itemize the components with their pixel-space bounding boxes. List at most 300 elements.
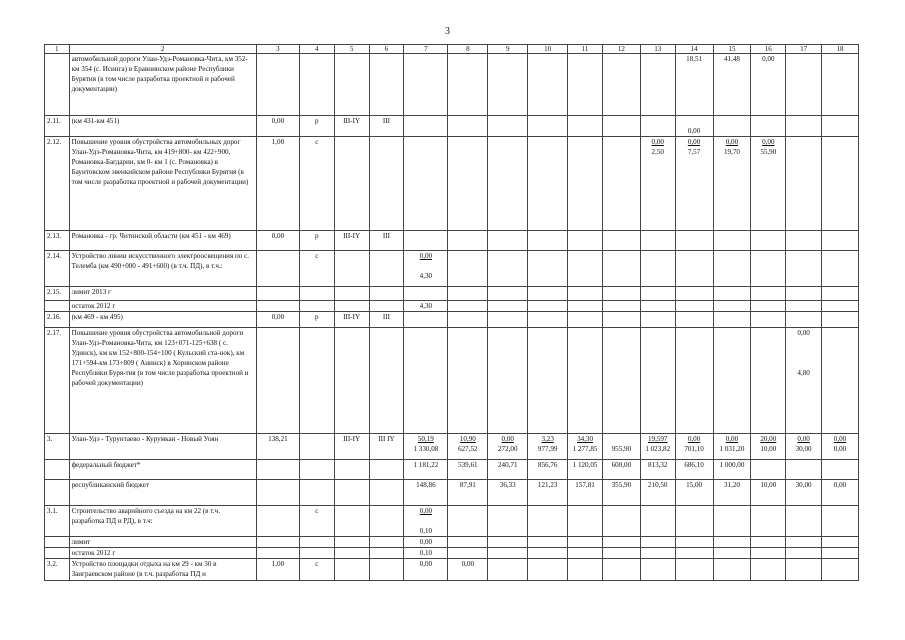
header-cell: 8 <box>448 45 488 54</box>
table-cell <box>602 301 640 312</box>
table-cell <box>786 537 822 548</box>
table-cell <box>299 548 334 559</box>
table-cell <box>528 434 568 460</box>
table-cell <box>786 137 822 231</box>
table-cell: Устройство площадки отдыха на км 29 - км 30 в Заиграевском районе (в т.ч. разработка ПД и <box>69 559 256 581</box>
table-cell <box>488 559 528 581</box>
table-cell <box>822 506 859 537</box>
table-cell <box>822 231 859 251</box>
table-cell <box>568 537 603 548</box>
table-cell <box>675 460 713 480</box>
table-cell <box>299 301 334 312</box>
table-cell <box>528 137 568 231</box>
cell-value: 0,00 <box>797 435 810 443</box>
table-cell <box>568 137 603 231</box>
header-cell: 18 <box>822 45 859 54</box>
table-cell <box>751 537 786 548</box>
table-cell <box>751 559 786 581</box>
table-cell <box>448 251 488 287</box>
table-row <box>45 301 859 312</box>
table-cell <box>334 328 369 434</box>
table-cell: Улан-Удэ - Турунтаево - Курумкан - Новый Уоян <box>69 434 256 460</box>
table-cell <box>568 434 603 460</box>
table-cell: III <box>369 312 404 328</box>
cell-value <box>678 116 711 126</box>
table-cell <box>675 287 713 301</box>
table-cell <box>488 137 528 231</box>
table-cell <box>334 460 369 480</box>
table-cell <box>299 54 334 116</box>
table-cell: 2.13. <box>45 231 70 251</box>
table-cell <box>751 506 786 537</box>
cell-value: 41,48 <box>723 55 740 63</box>
table-cell <box>488 548 528 559</box>
table-cell: 0,00 <box>256 312 299 328</box>
table-cell <box>751 434 786 460</box>
table-cell <box>640 537 675 548</box>
table-cell <box>602 54 640 116</box>
table-cell <box>528 312 568 328</box>
investment-program-table <box>44 44 859 581</box>
table-cell <box>568 231 603 251</box>
table-cell <box>404 480 448 506</box>
cell-value: 0,00 <box>461 560 475 568</box>
table-cell <box>299 460 334 480</box>
table-row <box>45 460 859 480</box>
table-cell <box>568 287 603 301</box>
table-cell <box>448 506 488 537</box>
table-cell <box>404 231 448 251</box>
table-cell: лимит <box>69 537 256 548</box>
table-cell <box>786 231 822 251</box>
cell-value: 0,00 <box>797 329 810 337</box>
table-cell <box>640 287 675 301</box>
table-cell <box>528 328 568 434</box>
table-cell <box>786 301 822 312</box>
table-cell <box>45 54 70 116</box>
cell-value: 15,00 <box>686 481 703 489</box>
cell-value: 1 277,85 <box>572 445 598 453</box>
table-cell <box>488 251 528 287</box>
table-cell: III <box>369 116 404 137</box>
table-cell <box>404 506 448 537</box>
table-cell <box>675 480 713 506</box>
table-cell <box>404 460 448 480</box>
table-cell <box>822 460 859 480</box>
cell-value: 977,99 <box>537 445 558 453</box>
table-cell <box>448 537 488 548</box>
header-cell: 10 <box>528 45 568 54</box>
table-cell <box>786 506 822 537</box>
header-cell: 11 <box>568 45 603 54</box>
table-cell: лимит 2013 г <box>69 287 256 301</box>
table-row <box>45 137 859 231</box>
table-cell: 2.14. <box>45 251 70 287</box>
table-cell <box>640 301 675 312</box>
header-cell: 14 <box>675 45 713 54</box>
table-cell: автомобильной дороги Улан-Удэ-Романовка-Чита, км 352-км 354 (с. Исинга) в Еравнинском районе Республики Бурятия (в том числе разработка проектной и рабочей документации) <box>69 54 256 116</box>
cell-value: 0,00 <box>762 55 775 63</box>
table-cell <box>369 54 404 116</box>
table-cell <box>404 434 448 460</box>
cell-value: 0,00 <box>501 435 514 443</box>
table-cell <box>568 301 603 312</box>
cell-value: 1 023,82 <box>645 445 671 453</box>
table-cell: (км 469 - км 495) <box>69 312 256 328</box>
table-cell <box>751 116 786 137</box>
table-cell <box>713 301 751 312</box>
table-cell <box>334 480 369 506</box>
table-cell: 3. <box>45 434 70 460</box>
table-cell <box>822 559 859 581</box>
cell-value: 4,30 <box>419 272 433 280</box>
table-row <box>45 328 859 434</box>
table-cell <box>45 548 70 559</box>
table-cell <box>334 251 369 287</box>
cell-value: 813,32 <box>647 461 668 469</box>
table-cell <box>334 287 369 301</box>
header-cell: 1 <box>45 45 70 54</box>
cell-value: 0,00 <box>419 538 433 546</box>
cell-value <box>605 434 638 444</box>
table-cell <box>713 460 751 480</box>
table-cell <box>602 137 640 231</box>
table-cell: III-IY <box>334 116 369 137</box>
cell-value: 4,30 <box>419 302 433 310</box>
cell-value: 210,50 <box>647 481 668 489</box>
table-cell <box>334 301 369 312</box>
table-cell <box>640 460 675 480</box>
cell-value: 34,30 <box>577 435 594 443</box>
table-cell <box>448 480 488 506</box>
table-cell: III-IY <box>334 312 369 328</box>
cell-value: 19,70 <box>723 148 740 156</box>
header-cell: 15 <box>713 45 751 54</box>
table-cell: республиканский бюджет <box>69 480 256 506</box>
cell-value: 50,19 <box>417 435 434 443</box>
cell-value: 10,90 <box>459 435 476 443</box>
table-cell: с <box>299 137 334 231</box>
table-cell <box>786 312 822 328</box>
table-cell <box>256 480 299 506</box>
header-cell: 2 <box>69 45 256 54</box>
table-cell <box>786 548 822 559</box>
table-cell <box>404 312 448 328</box>
table-cell <box>640 480 675 506</box>
table-cell <box>713 287 751 301</box>
table-cell <box>404 137 448 231</box>
header-cell: 6 <box>369 45 404 54</box>
cell-value: 30,00 <box>795 445 812 453</box>
table-cell <box>751 231 786 251</box>
header-cell: 4 <box>299 45 334 54</box>
table-cell <box>640 312 675 328</box>
table-row <box>45 231 859 251</box>
table-cell <box>488 287 528 301</box>
table-cell <box>404 301 448 312</box>
table-cell <box>786 54 822 116</box>
table-cell <box>299 537 334 548</box>
table-cell <box>568 506 603 537</box>
table-cell <box>822 251 859 287</box>
cell-value: 1 181,22 <box>413 461 439 469</box>
table-cell <box>528 548 568 559</box>
table-cell <box>299 328 334 434</box>
table-cell <box>568 54 603 116</box>
table-cell <box>488 312 528 328</box>
table-cell <box>786 287 822 301</box>
table-row <box>45 537 859 548</box>
table-cell <box>488 231 528 251</box>
table-cell <box>602 537 640 548</box>
table-cell: III <box>369 231 404 251</box>
table-cell <box>602 434 640 460</box>
table-cell: 0,00 <box>256 116 299 137</box>
table-cell <box>751 328 786 434</box>
table-cell <box>448 548 488 559</box>
table-cell <box>488 54 528 116</box>
table-cell <box>713 328 751 434</box>
cell-value <box>788 358 819 368</box>
cell-value: 36,33 <box>499 481 516 489</box>
table-cell <box>713 231 751 251</box>
table-cell <box>822 301 859 312</box>
table-cell <box>713 434 751 460</box>
table-cell <box>299 434 334 460</box>
table-cell <box>334 137 369 231</box>
table-cell <box>528 460 568 480</box>
cell-value: 0,00 <box>833 445 847 453</box>
table-cell <box>404 328 448 434</box>
table-cell <box>528 54 568 116</box>
table-cell <box>675 434 713 460</box>
cell-value: 686,10 <box>684 461 704 469</box>
table-cell <box>404 251 448 287</box>
table-cell <box>45 537 70 548</box>
table-cell <box>751 251 786 287</box>
table-cell <box>640 137 675 231</box>
cell-value: 18,51 <box>686 55 703 63</box>
table-cell <box>528 559 568 581</box>
table-cell <box>256 506 299 537</box>
table-cell <box>713 537 751 548</box>
table-cell <box>568 312 603 328</box>
table-cell: Романовка - гр. Читинской области (км 451 - км 469) <box>69 231 256 251</box>
table-cell <box>488 460 528 480</box>
table-cell <box>713 506 751 537</box>
table-cell <box>45 460 70 480</box>
table-cell: р <box>299 312 334 328</box>
table-row <box>45 116 859 137</box>
table-cell <box>448 231 488 251</box>
table-cell <box>786 559 822 581</box>
table-cell: р <box>299 116 334 137</box>
table-cell: 3.1. <box>45 506 70 537</box>
table-cell <box>751 312 786 328</box>
table-cell <box>751 460 786 480</box>
header-cell: 13 <box>640 45 675 54</box>
header-cell: 16 <box>751 45 786 54</box>
table-cell <box>256 251 299 287</box>
table-cell <box>369 287 404 301</box>
table-cell <box>822 328 859 434</box>
table-cell: остаток 2012 г <box>69 301 256 312</box>
table-cell <box>786 328 822 434</box>
table-cell <box>640 251 675 287</box>
table-cell <box>256 287 299 301</box>
table-cell <box>640 54 675 116</box>
table-cell <box>602 116 640 137</box>
cell-value: 4,80 <box>797 369 810 377</box>
table-cell: III IY <box>369 434 404 460</box>
table-cell <box>822 54 859 116</box>
table-cell <box>369 537 404 548</box>
table-cell: 1,00 <box>256 137 299 231</box>
table-cell: Устройство линии искусственного электроосвещения по с. Телемба (км 490+000 - 491+600) (в т.ч. ПД), в т.ч.: <box>69 251 256 287</box>
table-cell: 3.2. <box>45 559 70 581</box>
table-cell <box>528 116 568 137</box>
table-cell <box>448 434 488 460</box>
table-cell <box>786 460 822 480</box>
table-cell <box>822 537 859 548</box>
table-cell <box>822 434 859 460</box>
cell-value: 856,76 <box>537 461 558 469</box>
cell-value: 539,61 <box>458 461 478 469</box>
table-cell <box>568 116 603 137</box>
table-row <box>45 480 859 506</box>
table-cell <box>602 460 640 480</box>
table-cell <box>568 480 603 506</box>
table-cell <box>822 548 859 559</box>
header-row <box>45 45 859 54</box>
table-cell <box>602 287 640 301</box>
cell-value: 0,10 <box>419 549 433 557</box>
cell-value: 3,23 <box>541 435 554 443</box>
table-cell <box>369 328 404 434</box>
cell-value: 1 120,05 <box>572 461 598 469</box>
table-cell <box>675 231 713 251</box>
table-cell <box>602 328 640 434</box>
table-cell: Строительство аварийного съезда на км 22 (в т.ч. разработка ПД и РД), в т.ч: <box>69 506 256 537</box>
table-cell <box>448 301 488 312</box>
table-cell <box>404 116 448 137</box>
table-cell <box>299 480 334 506</box>
cell-value: 955,90 <box>611 445 632 453</box>
table-cell <box>334 559 369 581</box>
table-cell <box>675 301 713 312</box>
table-cell: 2.15. <box>45 287 70 301</box>
cell-value: 627,52 <box>458 445 478 453</box>
table-cell <box>751 301 786 312</box>
cell-value: 10,00 <box>760 445 777 453</box>
table-cell <box>751 287 786 301</box>
cell-value: 121,23 <box>537 481 558 489</box>
cell-value: 0,00 <box>725 435 739 443</box>
table-row <box>45 548 859 559</box>
table-cell <box>675 506 713 537</box>
table-cell <box>369 559 404 581</box>
table-cell <box>822 137 859 231</box>
table-row <box>45 287 859 301</box>
table-cell <box>640 548 675 559</box>
table-cell <box>45 301 70 312</box>
table-cell <box>369 506 404 537</box>
table-row <box>45 434 859 460</box>
table-row <box>45 251 859 287</box>
cell-value: 355,90 <box>611 481 632 489</box>
cell-value: 0,00 <box>725 138 739 146</box>
table-cell <box>675 328 713 434</box>
cell-value: 701,10 <box>684 445 704 453</box>
cell-value: 600,00 <box>611 461 632 469</box>
cell-value: 30,00 <box>795 481 812 489</box>
table-cell: остаток 2012 г <box>69 548 256 559</box>
table-cell <box>334 537 369 548</box>
table-cell <box>334 54 369 116</box>
table-cell <box>528 506 568 537</box>
table-cell <box>528 301 568 312</box>
cell-value: 272,00 <box>498 445 518 453</box>
table-cell <box>256 328 299 434</box>
table-cell <box>369 480 404 506</box>
cell-value: 0,00 <box>651 138 664 146</box>
table-cell <box>369 301 404 312</box>
table-cell <box>448 54 488 116</box>
table-cell <box>675 548 713 559</box>
table-cell <box>488 480 528 506</box>
table-cell <box>404 548 448 559</box>
cell-value: 0,00 <box>419 560 433 568</box>
table-cell <box>640 559 675 581</box>
table-row <box>45 559 859 581</box>
header-cell: 17 <box>786 45 822 54</box>
table-cell <box>528 480 568 506</box>
table-cell <box>256 537 299 548</box>
table-cell <box>675 137 713 231</box>
cell-value <box>406 261 445 271</box>
header-cell: 12 <box>602 45 640 54</box>
table-cell <box>713 54 751 116</box>
table-cell <box>786 480 822 506</box>
table-cell <box>713 251 751 287</box>
table-cell <box>488 537 528 548</box>
table-cell <box>448 460 488 480</box>
table-cell <box>404 537 448 548</box>
cell-value: 0,00 <box>833 435 847 443</box>
table-cell <box>675 537 713 548</box>
table-cell <box>448 137 488 231</box>
table-cell: Повышение уровня обустройства автомобильной дороги Улан-Удэ-Романовка-Чита, км 123+071-125+638 ( с. Удинск), км км 152+800-154+100 ( Кульский ста-нок), км 171+594-км 173+809 ( Анинск) в Хоринском районе Республики Буря-тия (в том числе разработка проектной и рабочей документации) <box>69 328 256 434</box>
table-cell <box>822 480 859 506</box>
cell-value: 0,00 <box>687 127 701 135</box>
table-cell <box>602 312 640 328</box>
cell-value: 31,20 <box>723 481 740 489</box>
table-cell <box>369 137 404 231</box>
table-cell: 138,21 <box>256 434 299 460</box>
table-cell <box>568 548 603 559</box>
table-cell <box>299 287 334 301</box>
header-cell: 3 <box>256 45 299 54</box>
table-cell <box>675 312 713 328</box>
table-cell <box>602 506 640 537</box>
cell-value: 87,91 <box>459 481 476 489</box>
table-cell <box>488 116 528 137</box>
table-cell <box>369 460 404 480</box>
table-cell: федеральный бюджет* <box>69 460 256 480</box>
table-cell <box>675 54 713 116</box>
table-cell <box>448 116 488 137</box>
cell-value: 19,597 <box>647 435 668 443</box>
